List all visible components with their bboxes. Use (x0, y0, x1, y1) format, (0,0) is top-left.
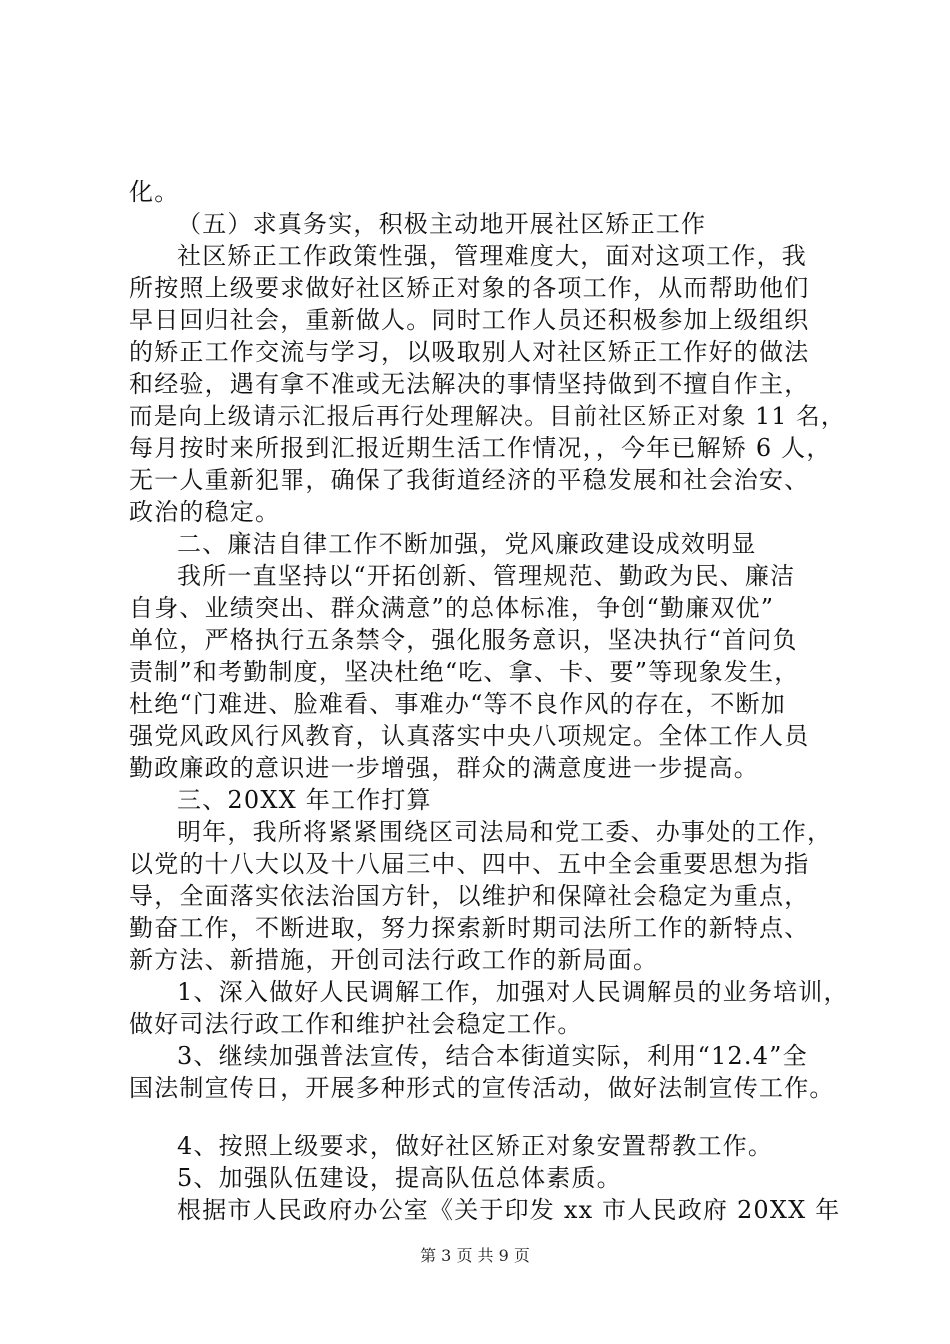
text-line: 根据市人民政府办公室《关于印发 xx 市人民政府 20XX 年 (177, 1196, 841, 1224)
text-line: 新方法、新措施，开创司法行政工作的新局面。 (129, 946, 659, 974)
text-line: 的矫正工作交流与学习，以吸取别人对社区矫正工作好的做法 (129, 338, 810, 366)
text-line: 杜绝“门难进、脸难看、事难办“等不良作风的存在，不断加 (129, 690, 786, 718)
list-item: 3、继续加强普法宣传，结合本街道实际，利用“12.4”全 (177, 1042, 808, 1070)
text-line: 勤政廉政的意识进一步增强，群众的满意度进一步提高。 (129, 754, 759, 782)
text-line: 以党的十八大以及十八届三中、四中、五中全会重要思想为指 (129, 850, 810, 878)
text-line: 强党风政风行风教育，认真落实中央八项规定。全体工作人员 (129, 722, 810, 750)
section-heading: （五）求真务实，积极主动地开展社区矫正工作 (177, 210, 707, 238)
text-line: 政治的稳定。 (129, 498, 281, 526)
text-line: 和经验，遇有拿不准或无法解决的事情坚持做到不擅自作主， (129, 370, 810, 398)
text-line: 国法制宣传日，开展多种形式的宣传活动，做好法制宣传工作。 (129, 1074, 835, 1102)
section-heading: 二、廉洁自律工作不断加强，党风廉政建设成效明显 (177, 530, 757, 558)
text-line: 无一人重新犯罪，确保了我街道经济的平稳发展和社会治安、 (129, 466, 810, 494)
text-line: 勤奋工作，不断进取，努力探索新时期司法所工作的新特点、 (129, 914, 810, 942)
list-item: 5、加强队伍建设，提高队伍总体素质。 (177, 1164, 622, 1192)
list-item: 4、按照上级要求，做好社区矫正对象安置帮教工作。 (177, 1132, 774, 1160)
list-item: 1、深入做好人民调解工作，加强对人民调解员的业务培训， (177, 978, 849, 1006)
text-line: 每月按时来所报到汇报近期生活工作情况，，今年已解矫 6 人， (129, 434, 832, 462)
text-line: 责制”和考勤制度，坚决杜绝“吃、拿、卡、要”等现象发生， (129, 658, 800, 686)
text-line: 自身、业绩突出、群众满意”的总体标准，争创“勤廉双优” (129, 594, 775, 622)
page-number-footer: 第 3 页 共 9 页 (420, 1246, 530, 1265)
section-heading: 三、20XX 年工作打算 (177, 786, 432, 814)
text-line: 做好司法行政工作和维护社会稳定工作。 (129, 1010, 583, 1038)
text-line: 早日回归社会，重新做人。同时工作人员还积极参加上级组织 (129, 306, 810, 334)
text-line: 化。 (129, 178, 180, 206)
text-line: 社区矫正工作政策性强，管理难度大，面对这项工作，我 (177, 242, 807, 270)
text-line: 单位，严格执行五条禁令，强化服务意识，坚决执行“首问负 (129, 626, 798, 654)
text-line: 我所一直坚持以“开拓创新、管理规范、勤政为民、廉洁 (177, 562, 796, 590)
text-line: 导，全面落实依法治国方针，以维护和保障社会稳定为重点， (129, 882, 810, 910)
text-line: 所按照上级要求做好社区矫正对象的各项工作，从而帮助他们 (129, 274, 810, 302)
text-line: 明年，我所将紧紧围绕区司法局和党工委、办事处的工作， (177, 818, 833, 846)
text-line: 而是向上级请示汇报后再行处理解决。目前社区矫正对象 11 名， (129, 402, 846, 430)
